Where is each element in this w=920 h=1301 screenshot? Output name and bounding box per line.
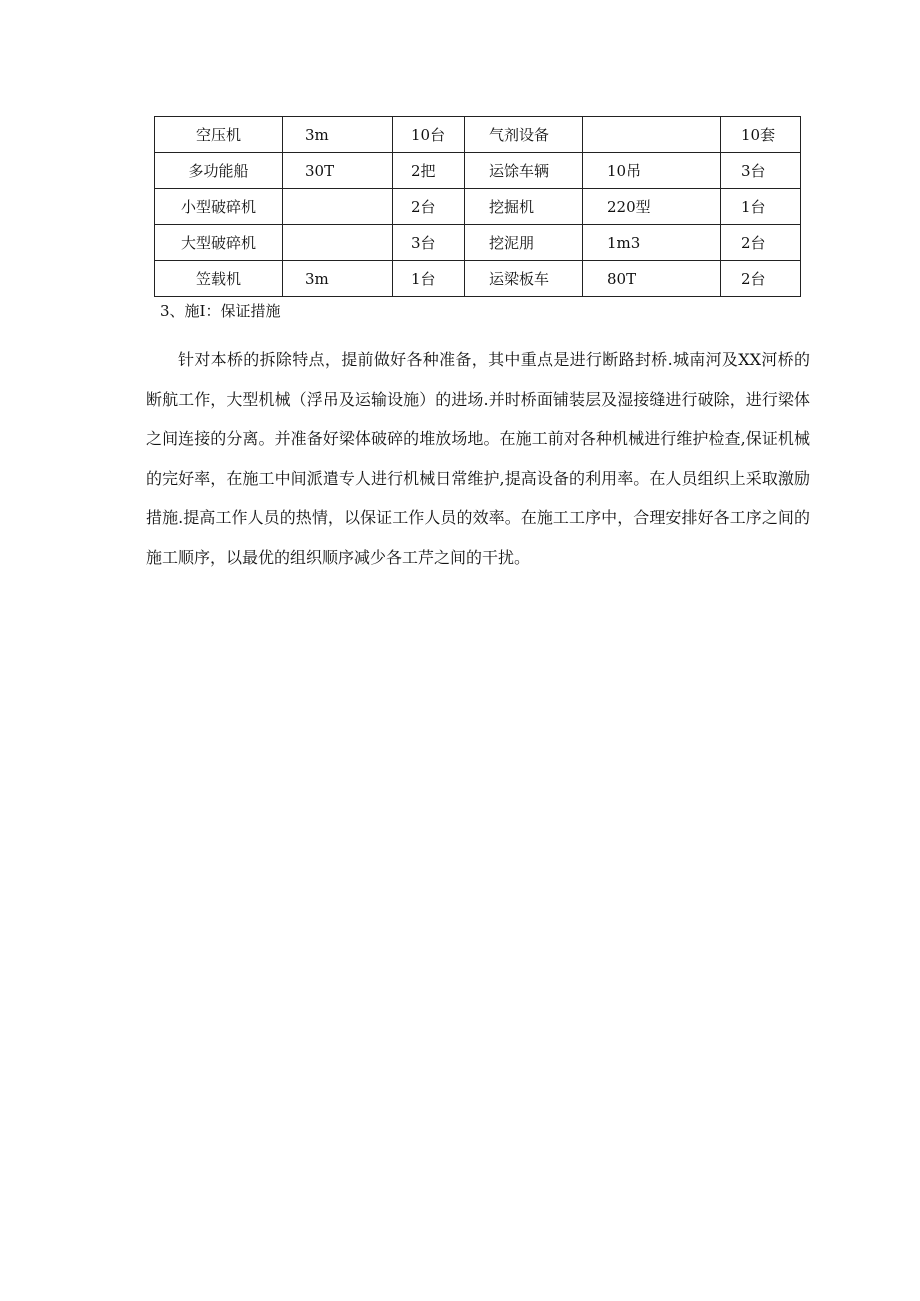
equipment-table xyxy=(154,116,801,297)
table-row xyxy=(155,261,801,297)
equipment-name: 挖泥朋 xyxy=(465,225,583,261)
equipment-spec xyxy=(283,189,393,225)
table-row xyxy=(155,153,801,189)
equipment-qty: 2台 xyxy=(393,189,465,225)
body-paragraph: 针对本桥的拆除特点，提前做好各种准备，其中重点是进行断路封桥.城南河及XX河桥的断航工作，大型机械（浮吊及运输设施）的进场.并时桥面铺装层及湿接缝进行破除，进行梁体之间连接的分离。并准备好梁体破碎的堆放场地。在施工前对各种机械进行维护检查,保证机械的完好率，在施工中间派遣专人进行机械日常维护,提高设备的利用率。在人员组织上采取激励措施.提高工作人员的热情，以保证工作人员的效率。在施工工序中，合理安排好各工序之间的施工顺序，以最优的组织顺序减少各工芹之间的干扰。 xyxy=(146,350,810,567)
equipment-qty: 3台 xyxy=(721,153,801,189)
equipment-name: 小型破碎机 xyxy=(155,189,283,225)
equipment-spec xyxy=(583,117,721,153)
equipment-qty: 10套 xyxy=(721,117,801,153)
equipment-spec: 3m xyxy=(283,117,393,153)
equipment-name: 大型破碎机 xyxy=(155,225,283,261)
equipment-name: 笠载机 xyxy=(155,261,283,297)
equipment-name: 多功能船 xyxy=(155,153,283,189)
equipment-name: 挖掘机 xyxy=(465,189,583,225)
equipment-spec xyxy=(283,225,393,261)
equipment-qty: 2台 xyxy=(721,261,801,297)
equipment-spec: 30T xyxy=(283,153,393,189)
equipment-spec: 1m3 xyxy=(583,225,721,261)
equipment-spec: 80T xyxy=(583,261,721,297)
equipment-qty: 2台 xyxy=(721,225,801,261)
equipment-spec: 10吊 xyxy=(583,153,721,189)
equipment-spec: 220型 xyxy=(583,189,721,225)
equipment-qty: 10台 xyxy=(393,117,465,153)
equipment-name: 运梁板车 xyxy=(465,261,583,297)
table-row xyxy=(155,189,801,225)
table-row xyxy=(155,225,801,261)
equipment-name: 运馀车辆 xyxy=(465,153,583,189)
equipment-name: 气剂设备 xyxy=(465,117,583,153)
equipment-qty: 1台 xyxy=(393,261,465,297)
table-row xyxy=(155,117,801,153)
equipment-qty: 2把 xyxy=(393,153,465,189)
equipment-spec: 3m xyxy=(283,261,393,297)
section-heading: 3、施I：保证措施 xyxy=(160,302,281,320)
equipment-name: 空压机 xyxy=(155,117,283,153)
equipment-qty: 3台 xyxy=(393,225,465,261)
equipment-qty: 1台 xyxy=(721,189,801,225)
